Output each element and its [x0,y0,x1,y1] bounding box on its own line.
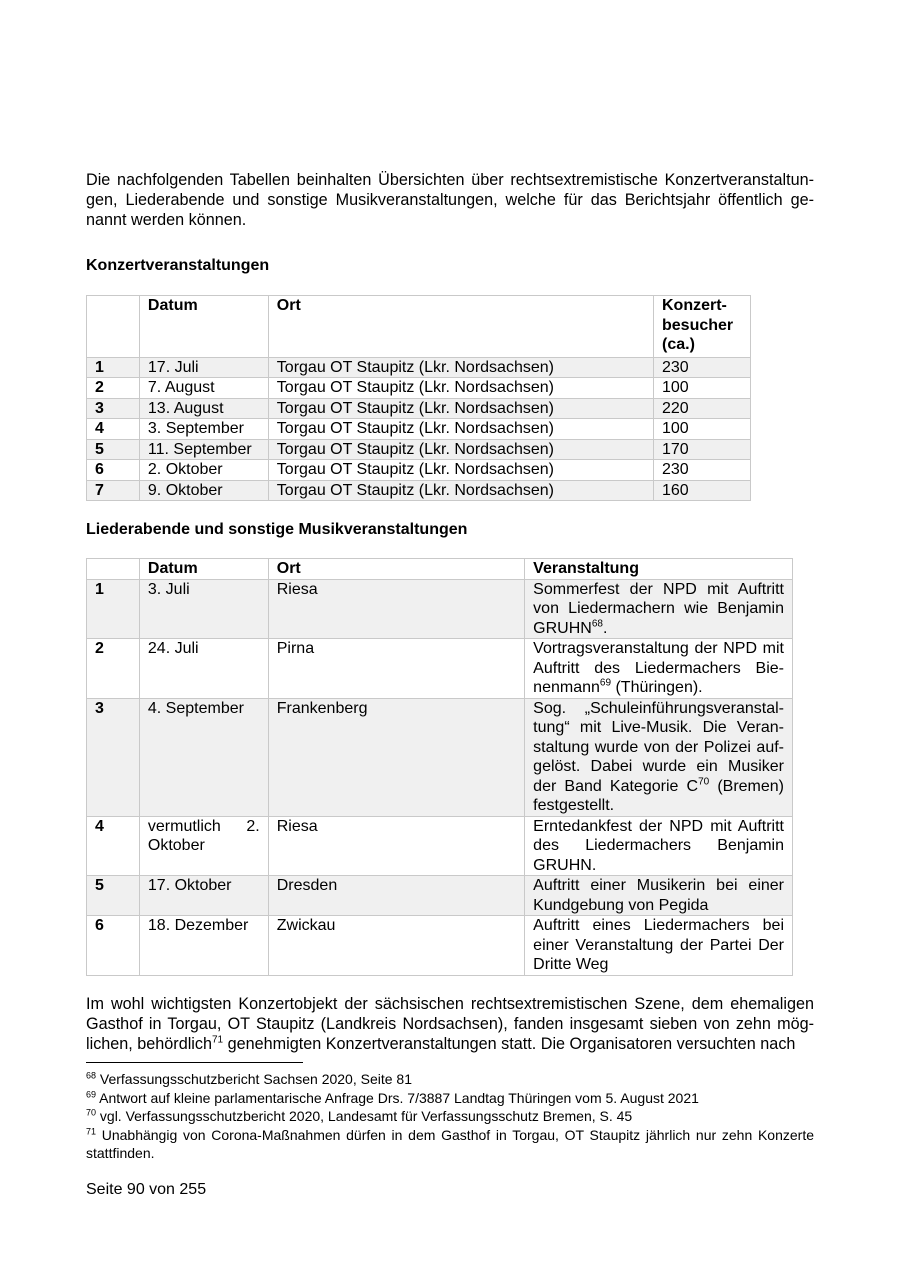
row-veranstaltung [525,916,793,976]
page-number: Seite 90 von 255 [86,1181,207,1198]
table-row [87,460,751,481]
table-row [87,916,793,976]
row-number: 3 [87,698,140,816]
event-text: Vortragsveranstaltung der NPD mit Auftritt des Liedermachers Bienenmann [533,640,784,696]
songs-table [86,558,793,976]
row-besucher: 100 [654,419,751,440]
row-ort: Riesa [268,579,524,639]
row-ort: Torgau OT Staupitz (Lkr. Nordsachsen) [268,357,653,378]
row-veranstaltung [525,816,793,876]
concerts-header-datum: Datum [139,296,268,358]
footnote [86,1089,814,1108]
event-text: Erntedankfest der NPD mit Auftritt des Liedermachers Benjamin GRUHN. [533,817,784,874]
concerts-table [86,295,751,501]
row-besucher: 170 [654,439,751,460]
row-number: 5 [87,439,140,460]
row-veranstaltung [525,876,793,916]
footnote-text: Antwort auf kleine parlamentarische Anfrage Drs. 7/3887 Landtag Thüringen vom 5. August 2021 [96,1089,699,1106]
footnote [86,1126,814,1163]
footnote [86,1070,814,1089]
row-ort: Torgau OT Staupitz (Lkr. Nordsachsen) [268,480,653,501]
table-row [87,378,751,399]
footnote-ref: 71 [211,1034,224,1046]
songs-header-datum: Datum [139,559,268,580]
row-ort: Dresden [268,876,524,916]
row-veranstaltung [525,698,793,816]
table-row [87,876,793,916]
row-besucher: 230 [654,357,751,378]
table-row [87,357,751,378]
songs-header-veranstaltung: Veranstaltung [525,559,793,580]
footnote-ref: 70 [698,776,710,788]
row-datum: 4. September [139,698,268,816]
event-text: Auftritt einer Musikerin bei einer Kundgebung von Pegida [533,877,784,914]
row-ort: Pirna [268,639,524,699]
closing-text: Im wohl wichtigsten Konzertobjekt der sächsischen rechtsextremistischen Szene, dem ehemaligen Gasthof in Torgau, OT Staupitz (Landkreis Nordsachsen), fanden insgesamt sieben von zehn möglichen, behördlich [86,994,814,1053]
row-veranstaltung [525,579,793,639]
concerts-header-besucher: Konzert-besucher (ca.) [654,296,751,358]
event-text: Auftritt eines Liedermachers bei einer Veranstaltung der Partei Der Dritte Weg [533,917,784,973]
footnote-number: 71 [86,1125,97,1136]
event-text-end: (Bremen) festgestellt. [533,777,785,814]
row-number: 1 [87,579,140,639]
row-datum: 9. Oktober [139,480,268,501]
footnote [86,1107,814,1126]
event-text-end: (Thüringen). [611,679,703,696]
event-text: Sog. „Schuleinführungsveranstaltung“ mit Live-Musik. Die Veranstaltung wurde von der Polizei aufgelöst. Dabei wurde ein Musiker der Band Kategorie C [533,699,784,795]
row-number: 6 [87,916,140,976]
row-number: 4 [87,816,140,876]
row-datum: 3. September [139,419,268,440]
closing-text-end: genehmigten Konzertveranstaltungen statt. Die Organisatoren versuchten nach [223,1034,796,1053]
footnote-ref: 68 [591,618,603,630]
row-datum: 17. Oktober [139,876,268,916]
footnote-text: Verfassungsschutzbericht Sachsen 2020, Seite 81 [96,1071,412,1087]
row-besucher: 220 [654,398,751,419]
row-ort: Riesa [268,816,524,876]
row-number: 7 [87,480,140,501]
table-row [87,816,793,876]
concerts-heading: Konzertveranstaltungen [86,257,270,274]
table-row [87,398,751,419]
row-number: 3 [87,398,140,419]
row-number: 5 [87,876,140,916]
footnote-text: Unabhängig von Corona-Maßnahmen dürfen in dem Gasthof in Torgau, OT Staupitz jährlich nur zehn Konzerte stattfinden. [86,1126,814,1161]
concerts-header-row [87,296,751,358]
closing-paragraph [86,994,814,1054]
row-besucher: 100 [654,378,751,399]
row-number: 4 [87,419,140,440]
songs-heading: Liederabende und sonstige Musikveranstaltungen [86,521,468,538]
footnote-number: 68 [86,1070,97,1081]
intro-paragraph: Die nachfolgenden Tabellen beinhalten Übersichten über rechtsextremistische Konzertveranstaltungen, Liederabende und sonstige Musikveranstaltungen, welche für das Berichtsjahr öffentlich genannt werden können. [86,171,814,229]
footnote-text: vgl. Verfassungsschutzbericht 2020, Landesamt für Verfassungsschutz Bremen, S. 45 [96,1108,633,1124]
row-veranstaltung [525,639,793,699]
table-row [87,698,793,816]
row-besucher: 160 [654,480,751,501]
table-row [87,439,751,460]
event-text-end: . [602,619,608,637]
footnote-ref: 69 [599,677,612,689]
row-number: 1 [87,357,140,378]
row-datum: 7. August [139,378,268,399]
row-besucher: 230 [654,460,751,481]
row-ort: Torgau OT Staupitz (Lkr. Nordsachsen) [268,378,653,399]
footnote-divider [86,1062,303,1063]
row-number: 2 [87,378,140,399]
row-datum: 13. August [139,398,268,419]
row-datum: 11. September [139,439,268,460]
row-ort: Torgau OT Staupitz (Lkr. Nordsachsen) [268,460,653,481]
row-datum: 2. Oktober [139,460,268,481]
row-ort: Torgau OT Staupitz (Lkr. Nordsachsen) [268,419,653,440]
table-row [87,639,793,699]
row-datum: vermutlich 2. Oktober [139,816,268,876]
row-number: 6 [87,460,140,481]
row-datum: 3. Juli [139,579,268,639]
event-text: Sommerfest der NPD mit Auftritt von Liedermachern wie Benjamin GRUHN [533,580,784,637]
concerts-header-ort: Ort [268,296,653,358]
table-row [87,419,751,440]
row-ort: Frankenberg [268,698,524,816]
row-number: 2 [87,639,140,699]
row-ort: Torgau OT Staupitz (Lkr. Nordsachsen) [268,439,653,460]
table-row [87,480,751,501]
row-datum: 17. Juli [139,357,268,378]
songs-header-num [87,559,140,580]
row-ort: Torgau OT Staupitz (Lkr. Nordsachsen) [268,398,653,419]
row-datum: 18. Dezember [139,916,268,976]
footnote-number: 69 [86,1088,97,1099]
footnotes [86,1070,814,1163]
row-datum: 24. Juli [139,639,268,699]
table-row [87,579,793,639]
songs-header-row [87,559,793,580]
concerts-header-num [87,296,140,358]
row-ort: Zwickau [268,916,524,976]
footnote-number: 70 [86,1107,97,1118]
songs-header-ort: Ort [268,559,524,580]
